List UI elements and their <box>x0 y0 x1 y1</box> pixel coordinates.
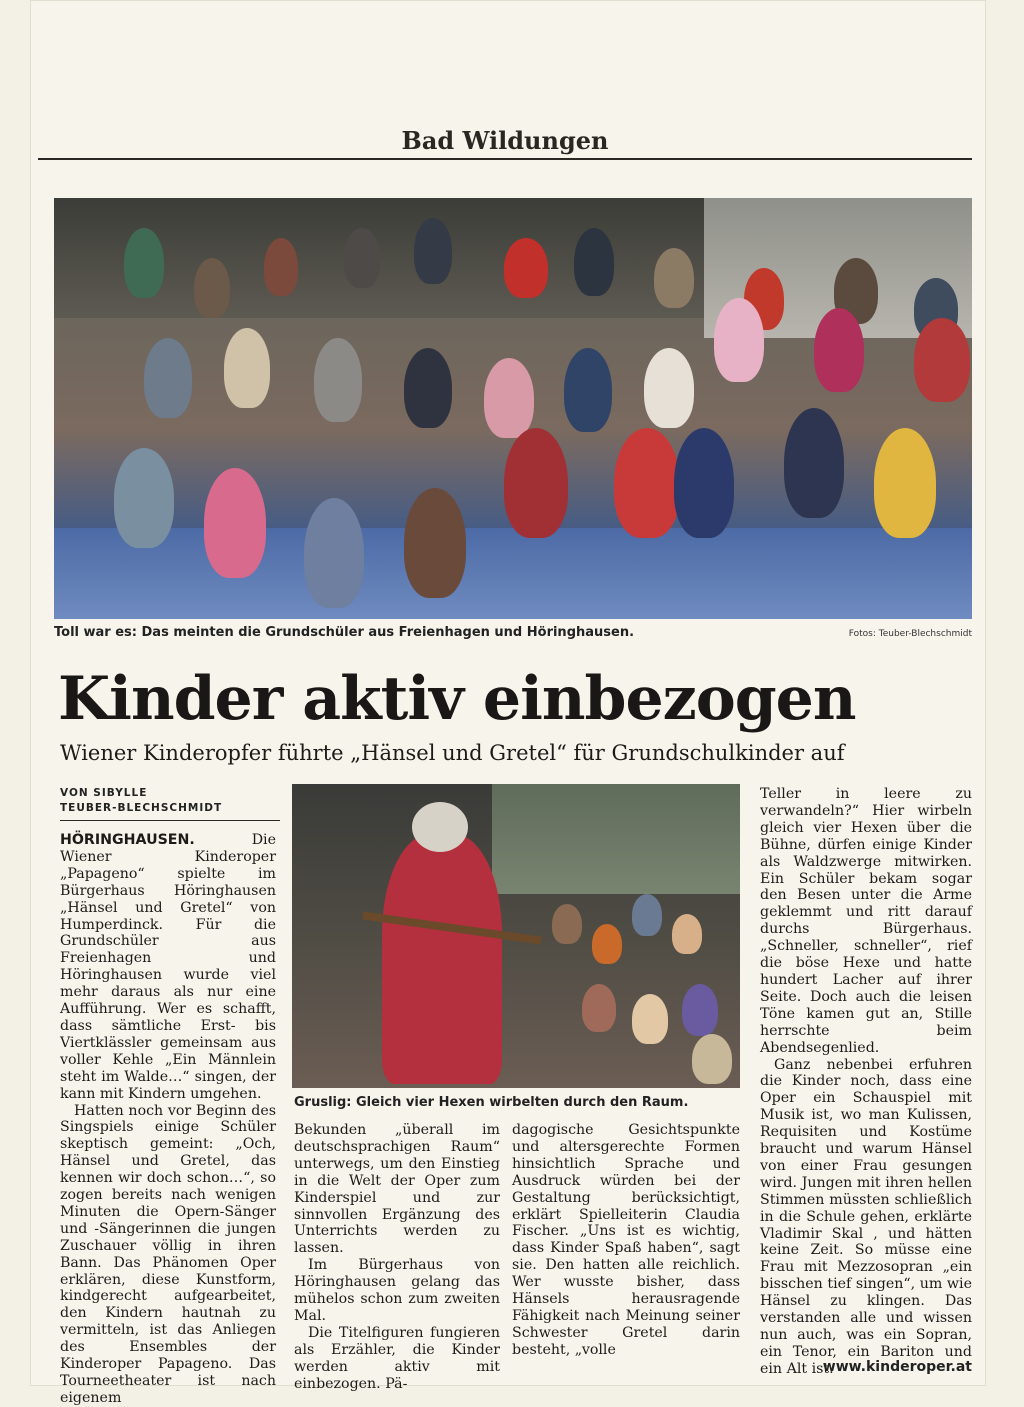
byline-rule <box>60 820 280 821</box>
column-1-paragraph-2: Hatten noch vor Beginn des Singspiels einige Schüler skeptisch gemeint: „Och, Hänsel und Gretel, das kennen wir doch schon…“, so zogen bereits nach wenigen Minuten die Opern-Sänger und -Sängerinnen die jungen Zuschauer völlig in ihren Bann. Das Phänomen Oper erklären, diese Kunstform, kindgerecht aufgearbeitet, den Kindern hautnah zu vermitteln, ist das Anliegen des Ensembles der Kinderoper Papageno. Das Tourneetheater ist nach eigenem <box>60 1102 276 1406</box>
byline-line-1: VON SIBYLLE <box>60 787 148 799</box>
byline <box>60 786 280 816</box>
article-column-2 <box>294 1122 500 1393</box>
article-headline: Kinder aktiv einbezogen <box>58 664 856 734</box>
column-1-paragraph-1-text: Die Wiener Kinderoper „Papageno“ spielte im Bürgerhaus Höringhausen „Hänsel und Gretel“ von Humperdinck. Für die Grundschüler aus Freienhagen und Höringhausen wurde viel mehr daraus als nur eine Aufführung. Wer es schafft, dass sämtliche Erst- bis Viertklässler gemeinsam aus voller Kehle „Ein Männlein steht im Walde…“ singen, der kann mit Kindern umgehen. <box>60 832 276 1102</box>
article-column-1 <box>60 832 276 1407</box>
article-subheadline: Wiener Kinderopfer führte „Hänsel und Gretel“ für Grundschulkinder auf <box>60 741 845 765</box>
dateline: HÖRINGHAUSEN. <box>60 832 195 848</box>
photo-credit: Fotos: Teuber-Blechschmidt <box>848 629 972 639</box>
website-link[interactable]: www.kinderoper.at <box>822 1359 972 1375</box>
section-title: Bad Wildungen <box>401 126 609 155</box>
section-rule <box>38 158 972 160</box>
column-1-paragraph-1 <box>60 832 276 1103</box>
column-4-paragraph-1: Teller in leere zu verwandeln?“ Hier wirbeln gleich vier Hexen über die Bühne, dürfen einige Kinder als Waldzwerge mitwirken. Ein Schüler bekam sogar den Besen unter die Arme geklemmt und ritt darauf durchs Bürgerhaus. „Schneller, schneller“, rief die böse Hexe und hatte hundert Lacher auf ihrer Seite. Doch auch die leisen Töne kamen gut an, Stille herrschte beim Abendsegenlied. <box>760 786 972 1056</box>
column-2-paragraph-2: Im Bürgerhaus von Höringhausen gelang das mühelos schon zum zweiten Mal. <box>294 1257 500 1324</box>
byline-line-2: TEUBER-BLECHSCHMIDT <box>60 802 223 814</box>
column-3-paragraph-1: dagogische Gesichtspunkte und altersgerechte Formen hinsichtlich Sprache und Ausdruck würden bei der Gestaltung berücksichtigt, erklärt Spielleiterin Claudia Fischer. „Uns ist es wichtig, dass Kinder Spaß haben“, sagt sie. Den hatten alle reichlich. Wer wusste bisher, dass Hänsels herausragende Fähigkeit nach Meinung seiner Schwester Gretel darin besteht, „volle <box>512 1122 740 1358</box>
article-column-3 <box>512 1122 740 1359</box>
witch-photo-caption: Gruslig: Gleich vier Hexen wirbelten durch den Raum. <box>294 1095 689 1110</box>
column-2-paragraph-3: Die Titelfiguren fungieren als Erzähler, die Kinder werden aktiv mit einbezogen. Pä- <box>294 1324 500 1392</box>
column-4-paragraph-2: Ganz nebenbei erfuhren die Kinder noch, dass eine Oper ein Schauspiel mit Musik ist, wo man Kulissen, Requisiten und Kostüme braucht und warum Hänsel von einer Frau gesungen wird. Jungen mit ihren hellen Stimmen müssten schließlich in die Schule gehen, erklärte Vladimir Skal , und hätten keine Zeit. So müsse eine Frau mit Mezzosopran „ein bisschen tief singen“, um wie Hänsel zu klingen. Das verstanden alle und wissen nun auch, was ein Sopran, ein Tenor, ein Bariton und ein Alt ist. <box>760 1056 972 1377</box>
audience-photo <box>54 198 972 619</box>
witch-photo <box>292 784 740 1088</box>
article-column-4 <box>760 786 972 1378</box>
audience-photo-caption: Toll war es: Das meinten die Grundschüler aus Freienhagen und Höringhausen. <box>54 625 635 640</box>
column-2-paragraph-1: Bekunden „überall im deutschsprachigen Raum“ unterwegs, um den Einstieg in die Welt der Oper zum Kinderspiel und zur sinnvollen Ergänzung des Unterrichts werden zu lassen. <box>294 1122 500 1257</box>
